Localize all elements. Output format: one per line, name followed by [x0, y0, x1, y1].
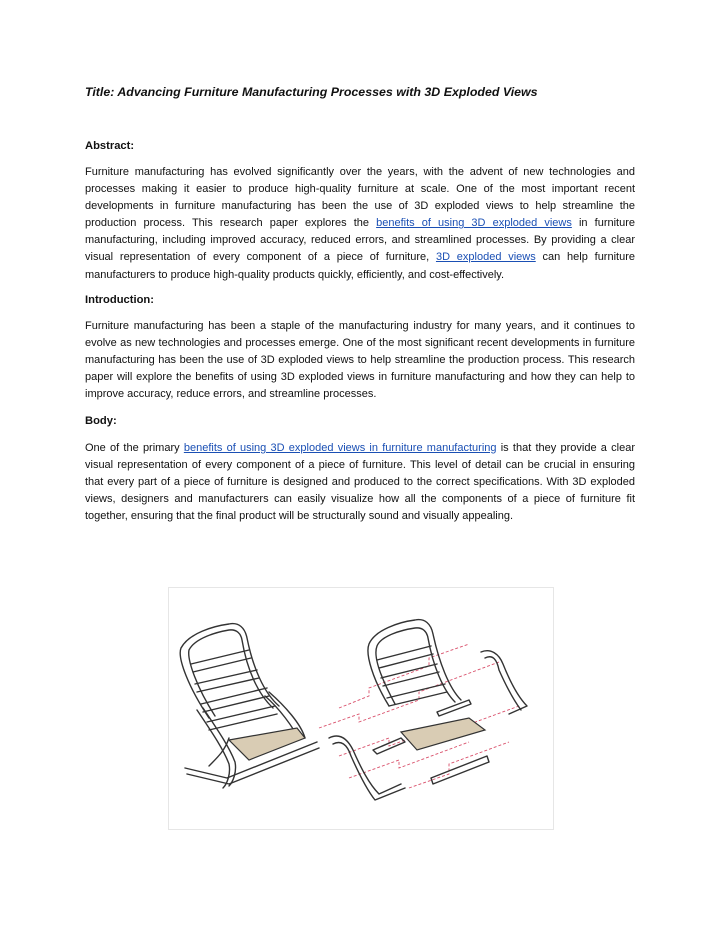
exploded-guides	[319, 644, 519, 788]
body-paragraph	[85, 440, 635, 525]
introduction-paragraph: Furniture manufacturing has been a staple of the manufacturing industry for many years, and it continues to evolve as new technologies and processes emerge. One of the most significant recent developments in furniture manufacturing has been the use of 3D exploded views to help streamline the production process. This research paper will explore the benefits of using 3D exploded views in furniture manufacturing and how they can help to improve accuracy, reduce errors, and streamline processes.	[85, 320, 635, 401]
assembled-chair	[180, 624, 319, 788]
body-link-benefits[interactable]: benefits of using 3D exploded views in furniture manufacturing	[183, 442, 497, 454]
body-heading: Body:	[85, 415, 117, 427]
abstract-text-2: in furniture manufacturing, including improved accuracy, reduced errors, and streamlined processes. By providing a clear visual representation of every component of a piece of furniture,	[85, 217, 635, 264]
body-text-1: One of the primary	[85, 442, 184, 454]
abstract-link-exploded-views[interactable]: 3D exploded views	[435, 251, 536, 264]
abstract-heading: Abstract:	[85, 140, 135, 152]
abstract-text-3: can help furniture manufacturers to produce high-quality products quickly, efficiently, and cost-effectively.	[85, 251, 635, 281]
introduction-heading: Introduction:	[85, 294, 154, 306]
chair-illustration	[169, 588, 553, 829]
exploded-chair	[329, 620, 527, 800]
exploded-view-figure	[168, 587, 554, 830]
exploded-seat	[401, 718, 485, 750]
assembled-seat	[229, 728, 305, 760]
body-text-2: is that they provide a clear visual representation of every component of a piece of furniture. This level of detail can be crucial in ensuring that every part of a piece of furniture is designed and produced to the correct specifications. With 3D exploded views, designers and manufacturers can easily visualize how all the components of a piece of furniture fit together, ensuring that the final product will be structurally sound and visually appealing.	[85, 442, 635, 523]
abstract-link-benefits[interactable]: benefits of using 3D exploded views	[376, 217, 572, 230]
document-title: Title: Advancing Furniture Manufacturing Processes with 3D Exploded Views	[85, 85, 538, 99]
abstract-text-1: Furniture manufacturing has evolved significantly over the years, with the advent of new technologies and processes making it easier to produce high-quality furniture at scale. One of the most important recent developments in furniture manufacturing has been the use of 3D exploded views to help streamline the production process. This research paper explores the	[85, 166, 635, 230]
abstract-paragraph	[85, 164, 635, 284]
